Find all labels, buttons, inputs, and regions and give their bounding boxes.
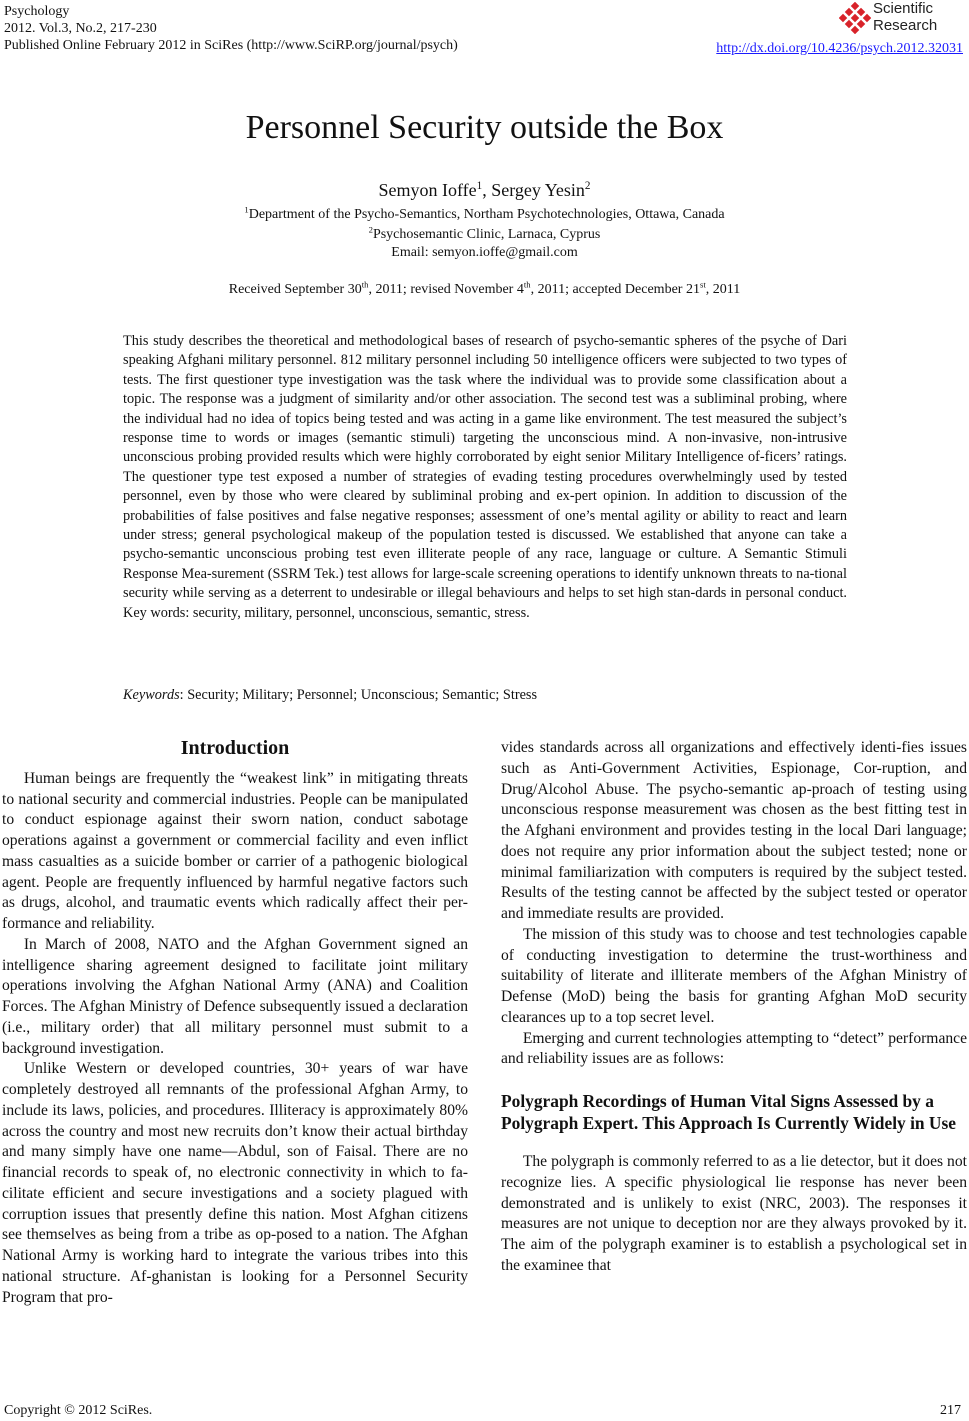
paragraph: Emerging and current technologies attempting to “detect” performance and reliability issues are as follows: (501, 1029, 967, 1068)
author-name: Sergey Yesin (491, 180, 585, 200)
paragraph: The polygraph is commonly referred to as a lie detector, but it does not recognize lies. A specific physiological lie response has never been demonstrated and is unlikely to exist (NRC, 2003). The responses it measures are not unique to deception nor are they always provoked by it. The aim of the polygraph examiner is to establish a psychological set in the examinee that (501, 1153, 967, 1274)
page-number: 217 (940, 1403, 961, 1418)
keywords: Keywords: Security; Military; Personnel; Unconscious; Semantic; Stress (123, 687, 538, 703)
keywords-label: Keywords (123, 687, 180, 703)
received-dates: Received September 30th, 2011; revised November 4th, 2011; accepted December 21st, 2011 (228, 279, 741, 297)
section-heading: Introduction (180, 737, 290, 759)
logo-text: Scientific Research (873, 0, 938, 34)
copyright: Copyright © 2012 SciRes. (4, 1403, 153, 1418)
running-header (4, 3, 458, 54)
publisher-logo (839, 0, 967, 40)
journal-name: Psychology (4, 4, 70, 19)
logo-diamond-icon (839, 2, 871, 34)
author-email: Email: semyon.ioffe@gmail.com (391, 245, 578, 260)
volume-info: 2012. Vol.3, No.2, 217-230 (4, 21, 157, 36)
left-column (2, 736, 468, 1308)
subsection-heading: Polygraph Recordings of Human Vital Signs Assessed by a Polygraph Expert. This Approach Is Currently Widely in Use (501, 1091, 956, 1133)
paragraph: In March of 2008, NATO and the Afghan Government signed an intelligence sharing agreement designed to facilitate joint military operations involving the Afghan National Army (ANA) and Coalition Forces. The Afghan Ministry of Defence subsequently issued a declaration (i.e., military order) that all military personnel must submit to a background investigation. (2, 935, 468, 1057)
abstract: This study describes the theoretical and methodological bases of research of psycho-semantic spheres of the psyche of Dari speaking Afghani military personnel. 812 military personnel including 50 intelligence officers were subjected to two types of tests. The first questioner type investigation was the task where the individual was to provide some classification about a topic. The response was a judgment of similarity and/or other association. The second test was a subliminal probing, where the individual had no idea of topics being tested and was acting in a game like environment. The test measured the subject’s response time to words or images (semantic stimuli) targeting the unconscious mind. A non-invasive, non-intrusive unconscious probing provided results which were highly corroborated by eight senior Military Intelligence of-ficers’ ratings. The questioner type test exposed a number of strategies of evading testing procedures overwhelmingly used by tested personnel, even by those who were cleared by subliminal probing and ex-pert opinion. In addition to discussion of the probabilities of false positives and false negative responses; assessment of one’s mental agility or ability to react and learn under stress; general psychological makeup of the population tested is discussed. We established that anyone can take a psycho-semantic unconscious probing test even illiterate people of any race, language or culture. A Semantic Stimuli Response Mea-surement (SSRM Tek.) test allows for large-scale screening operations to identify unknown threats to na-tional security while serving as a deterrent to undesirable or illegal behaviours and helps to set high stan-dards in personal conduct. Key words: security, military, personnel, unconscious, semantic, stress. (123, 333, 847, 621)
paragraph: The mission of this study was to choose and test technologies capable of conducting investigation to determine the trust-worthiness and suitability of literate and illiterate members of the Afghan Ministry of Defense (MoD) being the basis for granting Afghan MoD security clearances up to a top secret level. (501, 925, 967, 1026)
paragraph: Unlike Western or developed countries, 30+ years of war have completely destroyed all remnants of the professional Afghan Army, to include its laws, policies, and procedures. Illiteracy is approximately 80% across the country and most new recruits don’t know their actual birthday and many simply have one name—Abdul, son of Faisal. There are no financial records to speak of, no electronic connectivity in which to fa-cilitate efficient and secure investigations and a society plagued with corruption issues that presently define this nation. Most Afghan citizens see themselves as being from a tribe as op-posed to a nation. The Afghan National Army is working hard to integrate the various tribes into this national structure. Af-ghanistan is looking for a Personnel Security Program that pro- (2, 1060, 468, 1306)
paragraph: vides standards across all organizations and effectively identi-fies issues such as Anti-Government Activities, Espionage, Cor-ruption, and Drug/Alcohol Abuse. The psycho-semantic ap-proach of testing using unconscious response measurement was chosen as the best fitting test in the Afghani environment and provides testing in the local Dari language; does not require any prior information about the subject tested; none or minimal familiarization with computers is required by the subject tested. Results of the testing cannot be affected by the subject tested or operator and immediate results are provided. (501, 739, 967, 922)
paper-title: Personnel Security outside the Box (245, 109, 724, 146)
affiliation-2: $^2$Psychosemantic Clinic, Larnaca, Cyprus (368, 224, 601, 242)
right-column (501, 738, 967, 1277)
publication-info: Published Online February 2012 in SciRes (http://www.SciRP.org/journal/psych) (4, 38, 458, 53)
affiliation-1: $^1$Department of the Psycho-Semantics, Northam Psychotechnologies, Ottawa, Canada (244, 204, 725, 222)
paragraph: Human beings are frequently the “weakest link” in mitigating threats to national security and commercial industries. People can be manipulated to conduct espionage against their sworn nation, conduct sabotage operations against a government or commercial facility and even inflict mass casualties as a suicide bomber or carrier of a pathogenic biological agent. People are frequently influenced by harmful negative factors such as drugs, alcohol, and traumatic events which radically affect their per-formance and reliability. (2, 769, 468, 932)
author-name: Semyon Ioffe (378, 180, 477, 200)
author-list: Semyon Ioffe$^1$, Sergey Yesin$^2$ (378, 180, 591, 200)
doi-link[interactable]: http://dx.doi.org/10.4236/psych.2012.32031 (716, 41, 963, 56)
